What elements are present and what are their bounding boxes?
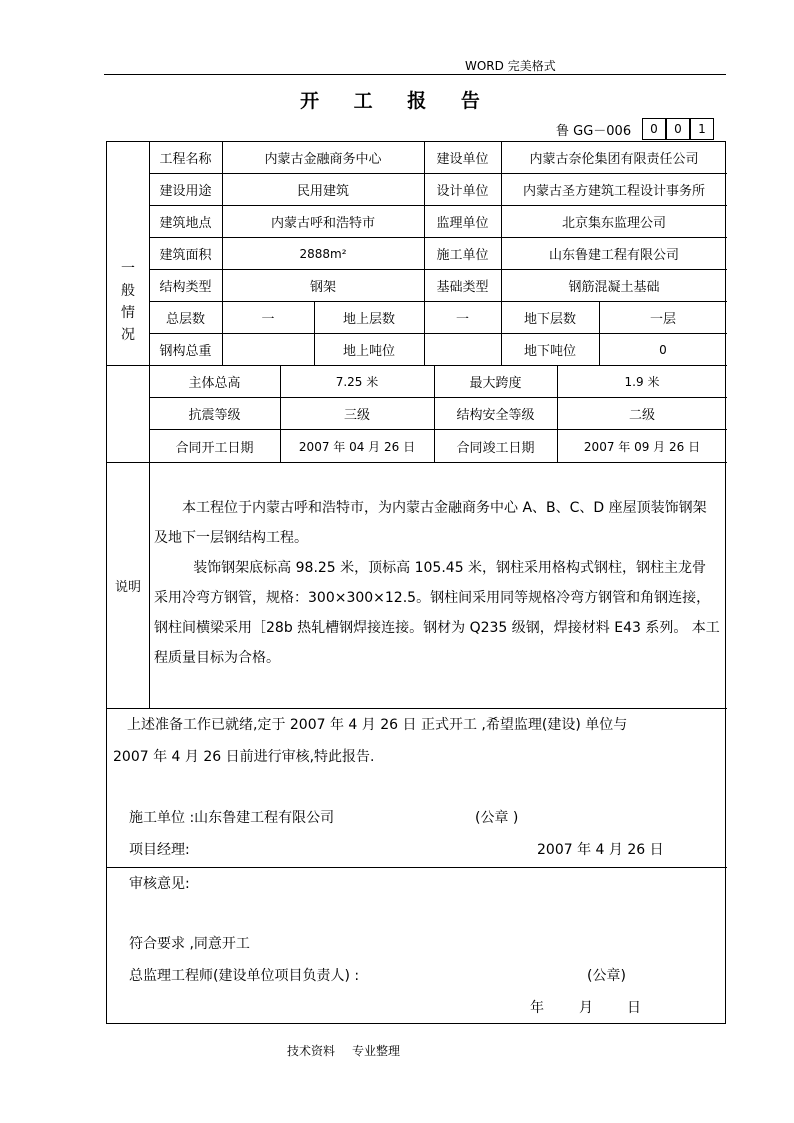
value-above-tonnage <box>424 334 501 365</box>
contractor-seal: (公章 ) <box>475 810 519 826</box>
label-safety-grade: 结构安全等级 <box>456 408 535 423</box>
label-main-height: 主体总高 <box>188 376 241 391</box>
value-steel-weight <box>222 334 314 365</box>
general-char-2: 般 <box>121 283 135 299</box>
value-below-tonnage: 0 <box>659 342 667 357</box>
value-safety-grade: 二级 <box>628 408 655 423</box>
label-project-name: 工程名称 <box>159 152 212 167</box>
page-title: 开 工 报 告 <box>300 90 494 112</box>
doc-number-digit-2: 0 <box>666 118 690 140</box>
chief-supervisor-label: 总监理工程师(建设单位项目负责人) : <box>129 968 360 984</box>
declaration-date: 2007 年 4 月 26 日 <box>537 842 664 858</box>
value-completion-date: 2007 年 09 月 26 日 <box>583 439 701 454</box>
value-usage: 民用建筑 <box>296 184 349 199</box>
value-total-floors: 一 <box>261 312 275 327</box>
footer-right: 专业整理 <box>352 1044 401 1058</box>
general-char-3: 情 <box>121 305 135 321</box>
value-main-height: 7.25 米 <box>335 375 379 389</box>
review-opinion: 符合要求 ,同意开工 <box>129 936 250 952</box>
description-text <box>154 493 720 673</box>
label-steel-weight: 钢构总重 <box>159 344 212 359</box>
declaration-line-2: 2007 年 4 月 26 日前进行审核,特此报告. <box>113 749 375 765</box>
label-above-floors: 地上层数 <box>342 312 395 327</box>
value-above-floors: 一 <box>455 312 469 327</box>
value-seismic-grade: 三级 <box>343 408 370 423</box>
contractor-signature: 施工单位 :山东鲁建工程有限公司 <box>129 810 335 826</box>
project-manager-label: 项目经理: <box>129 842 190 858</box>
doc-number-label: 鲁 GG－006 <box>556 124 632 139</box>
value-area: 2888m² <box>299 246 347 261</box>
label-owner: 建设单位 <box>436 152 489 167</box>
review-date-year: 年 <box>530 1000 544 1016</box>
value-below-floors: 一层 <box>649 312 676 327</box>
label-contractor: 施工单位 <box>436 248 489 263</box>
value-designer: 内蒙古圣方建筑工程设计事务所 <box>522 184 705 199</box>
review-date-month: 月 <box>579 1000 593 1016</box>
label-location: 建筑地点 <box>159 216 212 231</box>
general-char-1: 一 <box>121 261 135 277</box>
value-structure-type: 钢架 <box>309 280 336 295</box>
value-project-name: 内蒙古金融商务中心 <box>264 152 382 167</box>
label-below-floors: 地下层数 <box>523 312 576 327</box>
header-divider <box>104 74 726 75</box>
label-max-span: 最大跨度 <box>469 376 522 391</box>
label-above-tonnage: 地上吨位 <box>342 344 395 359</box>
label-total-floors: 总层数 <box>165 312 205 327</box>
value-location: 内蒙古呼和浩特市 <box>270 216 375 231</box>
label-start-date: 合同开工日期 <box>175 440 254 456</box>
doc-number-digit-3: 1 <box>690 118 714 140</box>
footer-left: 技术资料 <box>287 1044 336 1058</box>
value-supervisor: 北京集东监理公司 <box>561 216 666 231</box>
value-start-date: 2007 年 04 月 26 日 <box>298 439 416 454</box>
review-label: 审核意见: <box>129 876 190 892</box>
label-structure-type: 结构类型 <box>159 280 212 295</box>
description-label: 说明 <box>114 580 141 595</box>
review-seal: (公章) <box>587 968 626 984</box>
label-below-tonnage: 地下吨位 <box>523 344 576 359</box>
value-foundation-type: 钢筋混凝土基础 <box>568 280 660 295</box>
general-info-label <box>107 142 149 462</box>
value-contractor: 山东鲁建工程有限公司 <box>548 248 679 263</box>
label-usage: 建设用途 <box>159 184 212 199</box>
declaration-line-1: 上述准备工作已就绪,定于 2007 年 4 月 26 日 正式开工 ,希望监理(建设) 单位与 <box>127 717 628 733</box>
description-paragraph-2: 装饰钢架底标高 98.25 米，顶标高 105.45 米，钢柱采用格构式钢柱，钢柱主龙骨采用冷弯方钢管，规格：300×300×12.5。钢柱间采用同等规格冷弯方钢管和角钢连接，钢柱间横梁采用［28b 热轧槽钢焊接连接。钢材为 Q235 级钢，焊接材料 E43 系列。 本工程质量目标为合格。 <box>154 560 720 666</box>
label-area: 建筑面积 <box>159 248 212 263</box>
header-text: WORD 完美格式 <box>465 59 556 73</box>
review-date-day: 日 <box>627 1000 641 1016</box>
value-max-span: 1.9 米 <box>624 375 660 389</box>
report-form <box>106 141 726 1024</box>
value-owner: 内蒙古奈伦集团有限责任公司 <box>529 152 699 167</box>
label-seismic-grade: 抗震等级 <box>188 408 241 423</box>
description-paragraph-1: 本工程位于内蒙古呼和浩特市，为内蒙古金融商务中心 A、B、C、D 座屋顶装饰钢架及地下一层钢结构工程。 <box>154 500 707 546</box>
label-supervisor: 监理单位 <box>436 216 489 231</box>
doc-number-digit-1: 0 <box>642 118 666 140</box>
label-designer: 设计单位 <box>436 184 489 199</box>
general-char-4: 况 <box>121 327 135 343</box>
label-completion-date: 合同竣工日期 <box>456 440 535 456</box>
label-foundation-type: 基础类型 <box>436 280 489 295</box>
